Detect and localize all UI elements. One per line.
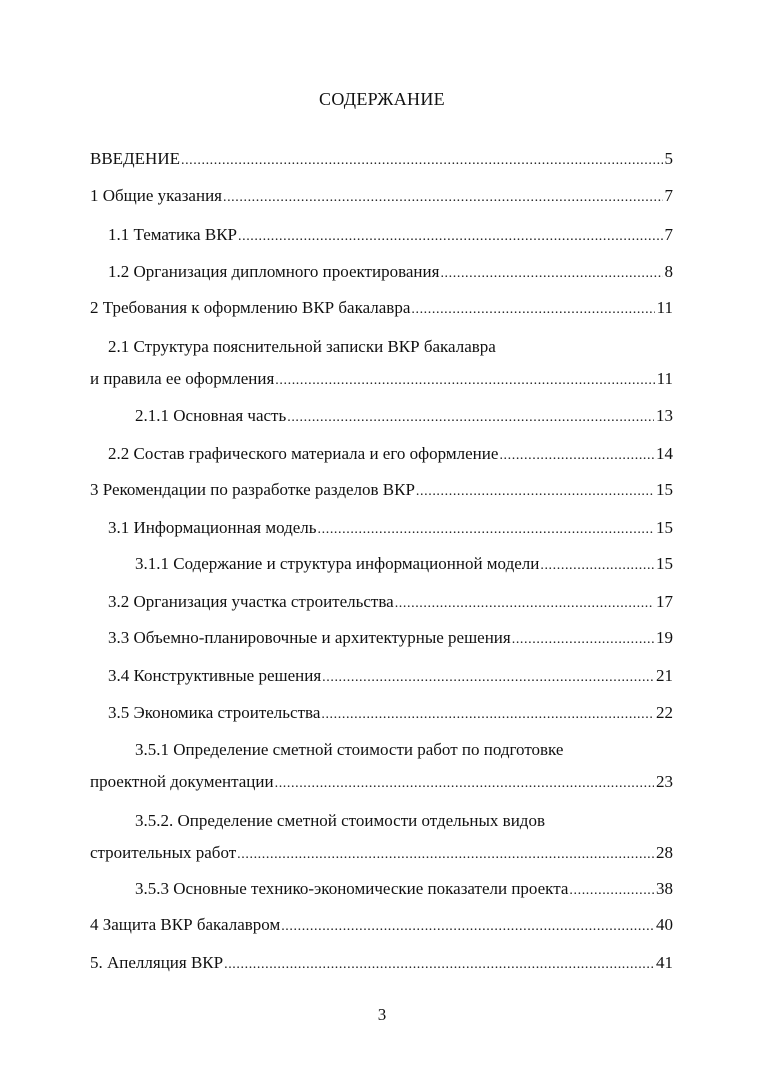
toc-entry-text: 2 Требования к оформлению ВКР бакалавра [90, 298, 411, 317]
toc-entry-introduction[interactable] [90, 146, 673, 172]
toc-dot-leader [181, 148, 663, 174]
toc-entry-text: и правила ее оформления [90, 369, 275, 388]
toc-entry-text: ВВЕДЕНИЕ [90, 149, 180, 168]
toc-dot-leader [440, 261, 662, 287]
toc-entry-3-1-1[interactable] [90, 551, 673, 577]
toc-entry-page: 17 [656, 592, 673, 611]
toc-entry-2-1-1[interactable] [90, 403, 673, 429]
toc-entry-3-2[interactable] [90, 589, 673, 615]
toc-dot-leader [287, 405, 654, 431]
toc-entry-3-3[interactable] [90, 625, 673, 651]
toc-entry-page: 15 [656, 518, 673, 537]
toc-entry-page: 8 [664, 262, 673, 281]
toc-dot-leader [318, 517, 654, 543]
toc-entry-text: 1.1 Тематика ВКР [108, 225, 237, 244]
toc-entry-1[interactable] [90, 183, 673, 209]
toc-entry-text: 3.1.1 Содержание и структура информационной модели [135, 554, 540, 573]
toc-entry-3-5-3[interactable] [90, 876, 673, 902]
toc-entry-page: 14 [656, 444, 673, 463]
toc-entry-text: 1.2 Организация дипломного проектирования [108, 262, 440, 281]
toc-entry-page: 7 [664, 186, 673, 205]
toc-entry-text: 1 Общие указания [90, 186, 222, 205]
toc-entry-1-2[interactable] [90, 259, 673, 285]
toc-entry-text-first-line: 3.5.1 Определение сметной стоимости работ по подготовке [135, 740, 564, 759]
toc-entry-text: 2.1.1 Основная часть [135, 406, 287, 425]
toc-entry-page: 22 [656, 703, 673, 722]
page-number: 3 [377, 1005, 387, 1024]
toc-dot-leader [237, 842, 654, 868]
page-title: СОДЕРЖАНИЕ [319, 89, 445, 109]
toc-entry-page: 40 [656, 915, 673, 934]
toc-entry-text: 3.5 Экономика строительства [108, 703, 321, 722]
toc-dot-leader [416, 479, 654, 505]
toc-entry-page: 28 [656, 843, 673, 862]
toc-dot-leader [322, 665, 654, 691]
toc-entry-3-4[interactable] [90, 663, 673, 689]
toc-entry-4[interactable] [90, 912, 673, 938]
toc-entry-text-first-line: 2.1 Структура пояснительной записки ВКР бакалавра [108, 337, 496, 356]
toc-entry-3-5[interactable] [90, 700, 673, 726]
toc-dot-leader [275, 368, 654, 394]
toc-entry-page: 11 [656, 298, 673, 317]
toc-entry-page: 11 [656, 369, 673, 388]
toc-entry-text: строительных работ [90, 843, 237, 862]
toc-entry-text: 3.2 Организация участка строительства [108, 592, 394, 611]
toc-dot-leader [540, 553, 654, 579]
toc-dot-leader [275, 771, 654, 797]
toc-entry-text: 3.4 Конструктивные решения [108, 666, 322, 685]
toc-dot-leader [238, 224, 663, 250]
toc-entry-text: 4 Защита ВКР бакалавром [90, 915, 281, 934]
toc-entry-page: 15 [656, 480, 673, 499]
toc-entry-text: 2.2 Состав графического материала и его оформление [108, 444, 499, 463]
toc-entry-text: проектной документации [90, 772, 274, 791]
toc-dot-leader [499, 443, 654, 469]
toc-dot-leader [395, 591, 654, 617]
toc-dot-leader [223, 185, 663, 211]
toc-dot-leader [569, 878, 654, 904]
toc-entry-page: 38 [656, 879, 673, 898]
toc-entry-2-2[interactable] [90, 441, 673, 467]
toc-entry-page: 21 [656, 666, 673, 685]
toc-entry-text: 3 Рекомендации по разработке разделов ВКР [90, 480, 415, 499]
toc-entry-text: 3.5.3 Основные технико-экономические показатели проекта [135, 879, 569, 898]
toc-entry-3-5-1[interactable] [90, 737, 673, 795]
toc-dot-leader [411, 297, 654, 323]
toc-entry-page: 5 [664, 149, 673, 168]
toc-entry-1-1[interactable] [90, 222, 673, 248]
toc-entry-2-1[interactable] [90, 334, 673, 386]
toc-entry-page: 7 [664, 225, 673, 244]
toc-entry-5[interactable] [90, 950, 673, 976]
toc-entry-2[interactable] [90, 295, 673, 321]
toc-entry-text: 5. Апелляция ВКР [90, 953, 224, 972]
toc-entry-page: 23 [656, 772, 673, 791]
toc-dot-leader [512, 627, 654, 653]
toc-entry-text-first-line: 3.5.2. Определение сметной стоимости отдельных видов [135, 811, 545, 830]
toc-dot-leader [321, 702, 654, 728]
toc-dot-leader [224, 952, 654, 978]
toc-dot-leader [281, 914, 654, 940]
toc-entry-3[interactable] [90, 477, 673, 503]
toc-entry-text: 3.3 Объемно-планировочные и архитектурные решения [108, 628, 511, 647]
toc-entry-3-1[interactable] [90, 515, 673, 541]
toc-entry-page: 41 [656, 953, 673, 972]
toc-entry-text: 3.1 Информационная модель [108, 518, 317, 537]
toc-entry-page: 13 [656, 406, 673, 425]
toc-entry-3-5-2[interactable] [90, 808, 673, 866]
toc-entry-page: 19 [656, 628, 673, 647]
toc-entry-page: 15 [656, 554, 673, 573]
